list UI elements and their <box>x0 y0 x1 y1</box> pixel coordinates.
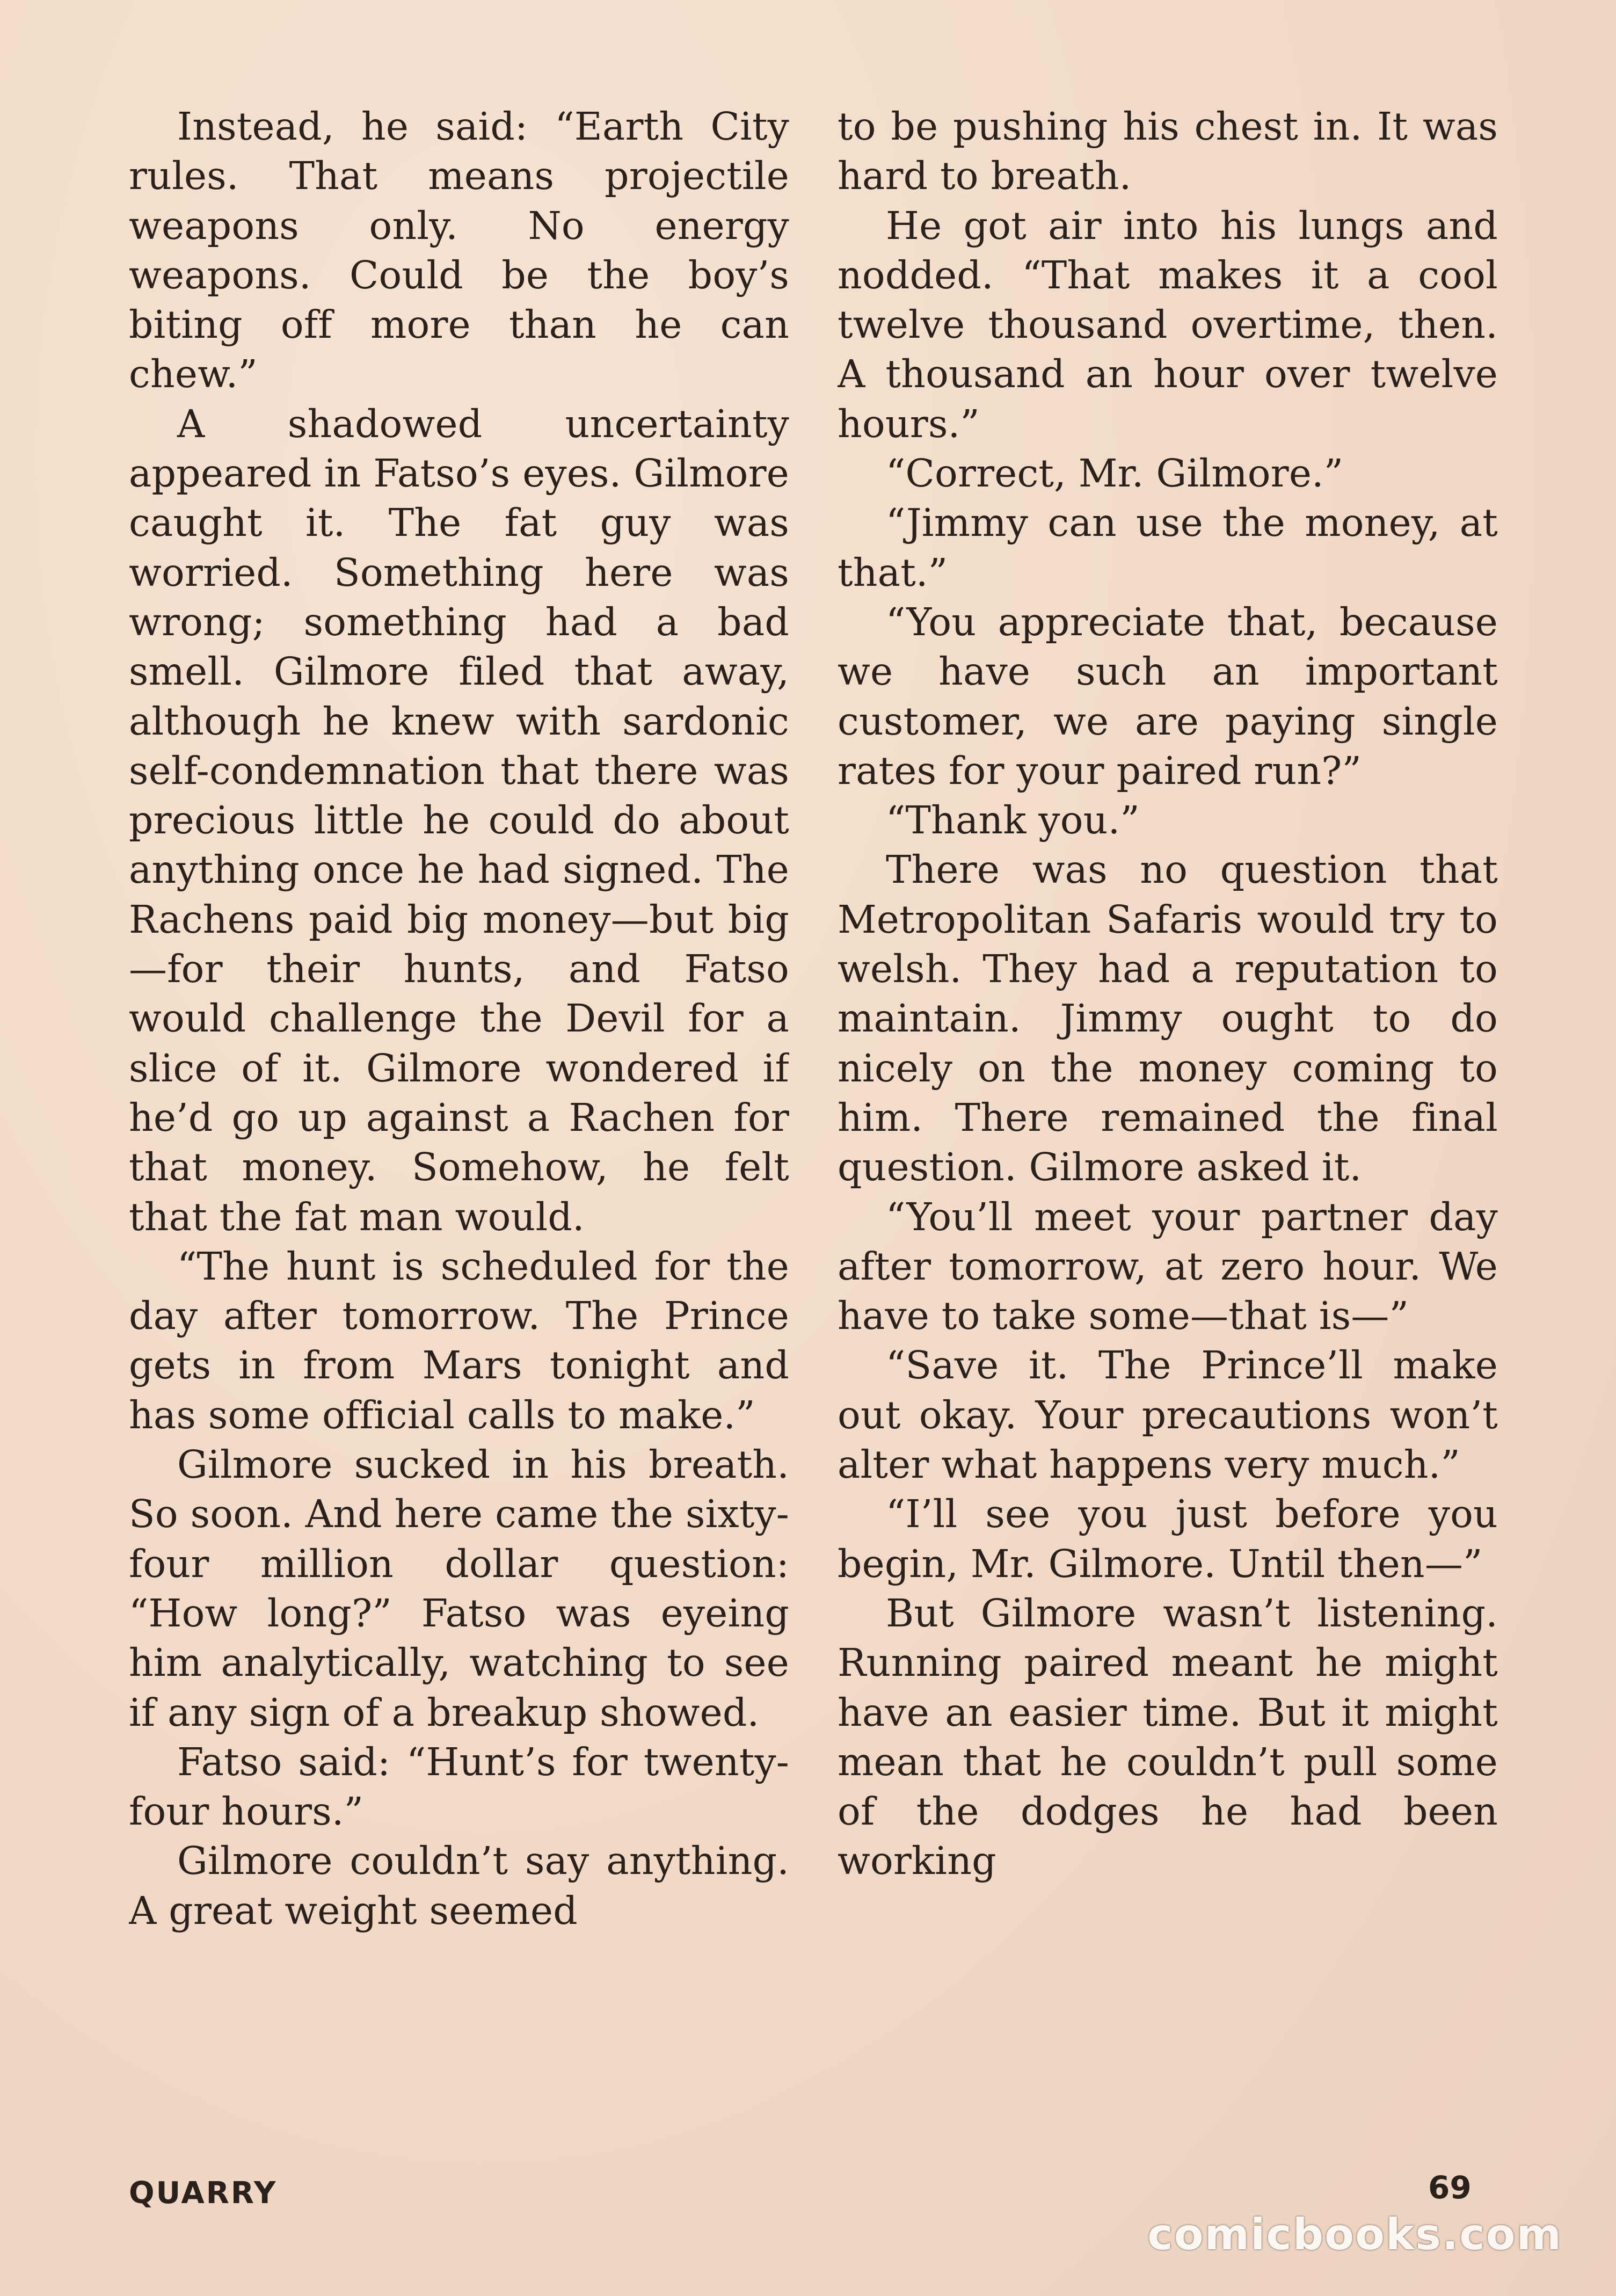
paragraph: Instead, he said: “Earth City rules. That means projectile weapons only. No energy weapons. Could be the boy’s biting off more than he can chew.” <box>129 104 789 397</box>
left-text-column <box>129 102 789 2159</box>
paragraph: “I’ll see you just before you begin, Mr. Gilmore. Until then—” <box>838 1492 1498 1586</box>
paragraph: “Thank you.” <box>886 798 1140 843</box>
paragraph: Gilmore sucked in his breath. So soon. And here came the sixty-four million dollar question: “How long?” Fatso was eyeing him analytically, watching to see if any sign of a breakup showed. <box>129 1442 789 1735</box>
paragraph: Fatso said: “Hunt’s for twenty-four hours.” <box>129 1739 789 1834</box>
paragraph: “You appreciate that, because we have such an important customer, we are paying single rates for your paired run?” <box>838 599 1498 793</box>
paragraph: “Correct, Mr. Gilmore.” <box>886 451 1344 496</box>
page-number: 69 <box>1428 2169 1472 2206</box>
paragraph: “Jimmy can use the money, at that.” <box>838 500 1498 595</box>
paragraph: “Save it. The Prince’ll make out okay. Your precautions won’t alter what happens very much.” <box>838 1343 1498 1487</box>
paragraph: “The hunt is scheduled for the day after tomorrow. The Prince gets in from Mars tonight and has some official calls to make.” <box>129 1244 789 1437</box>
paragraph: Gilmore couldn’t say anything. A great weight seemed <box>129 1839 789 1933</box>
paragraph: But Gilmore wasn’t listening. Running paired meant he might have an easier time. But it might mean that he couldn’t pull some of the dodges he had been working <box>838 1590 1498 1884</box>
running-head: QUARRY <box>129 2176 278 2211</box>
paragraph: There was no question that Metropolitan Safaris would try to welsh. They had a reputation to maintain. Jimmy ought to do nicely on the money coming to him. There remained the final question. Gilmore asked it. <box>838 847 1498 1190</box>
paragraph: He got air into his lungs and nodded. “That makes it a cool twelve thousand overtime, then. A thousand an hour over twelve hours.” <box>838 203 1498 446</box>
paragraph: A shadowed uncertainty appeared in Fatso’s eyes. Gilmore caught it. The fat guy was worried. Something here was wrong; something had a bad smell. Gilmore filed that away, although he knew with sardonic self-condemnation that there was precious little he could do about anything once he had signed. The Rachens paid big money—but big—for their hunts, and Fatso would challenge the Devil for a slice of it. Gilmore wondered if he’d go up against a Rachen for that money. Somehow, he felt that the fat man would. <box>129 401 789 1239</box>
continued-paragraph: to be pushing his chest in. It was hard to breath. <box>838 104 1498 199</box>
right-text-column <box>838 102 1498 2159</box>
watermark: comicbooks.com <box>1147 2210 1562 2259</box>
paragraph: “You’ll meet your partner day after tomorrow, at zero hour. We have to take some—that is—” <box>838 1194 1498 1339</box>
